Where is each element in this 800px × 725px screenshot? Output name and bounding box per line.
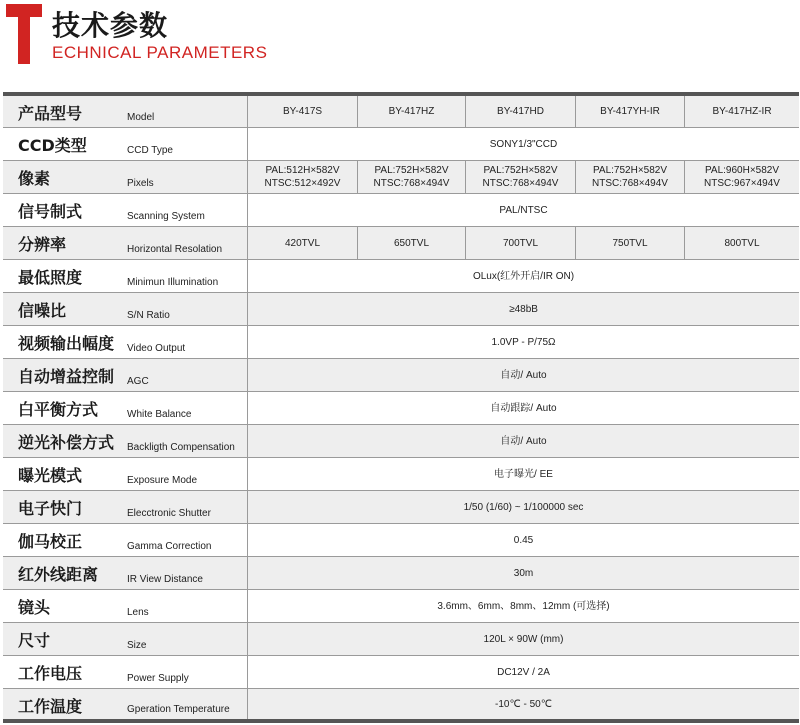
resolution-cell: 700TVL [466, 227, 576, 259]
spec-row-resolution [3, 227, 799, 260]
row-label-en: Lens [127, 607, 149, 618]
pixels-cell: PAL:752H×582V NTSC:768×494V [576, 161, 685, 193]
spec-value: 30m [513, 567, 534, 579]
spec-value: SONY1/3"CCD [489, 138, 558, 150]
spec-row-min-illumination [3, 260, 799, 293]
spec-row-video-output [3, 326, 799, 359]
row-label-cn: 产品型号 [18, 104, 83, 123]
row-label-en: Minimun Illumination [127, 277, 219, 288]
resolution-cell: 750TVL [576, 227, 685, 259]
spec-value: 3.6mm、6mm、8mm、12mm (可选择) [437, 600, 610, 612]
resolution-cell: 650TVL [358, 227, 466, 259]
spec-row-shutter [3, 491, 799, 524]
row-label-cn: 最低照度 [18, 268, 83, 287]
resolution-cell: 420TVL [248, 227, 358, 259]
row-label-en: Size [127, 640, 147, 651]
spec-value: 自动跟踪/ Auto [490, 402, 557, 414]
spec-row-scanning-system [3, 194, 799, 227]
row-label-en: CCD Type [127, 145, 173, 156]
spec-row-backlight [3, 425, 799, 458]
spec-row-sn-ratio [3, 293, 799, 326]
spec-row-agc [3, 359, 799, 392]
row-label-en: White Balance [127, 409, 192, 420]
spec-row-ir-distance [3, 557, 799, 590]
spec-row-size [3, 623, 799, 656]
page-title-en: ECHNICAL PARAMETERS [52, 43, 268, 62]
row-label-en: Exposure Mode [127, 475, 198, 486]
row-label-en: Scanning System [127, 211, 205, 222]
row-label-en: Pixels [127, 178, 154, 189]
row-label-en: IR View Distance [127, 574, 203, 585]
spec-value: 自动/ Auto [500, 435, 547, 447]
model-cell: BY-417YH-IR [576, 96, 685, 127]
pixels-cell: PAL:512H×582V NTSC:512×492V [248, 161, 358, 193]
row-label-cn: 逆光补偿方式 [18, 433, 115, 452]
row-label-en: S/N Ratio [127, 310, 170, 321]
spec-value: 电子曝光/ EE [494, 468, 553, 480]
model-cell: BY-417HZ-IR [712, 106, 772, 117]
model-cell: BY-417HZ [358, 96, 466, 127]
row-label-en: Elecctronic Shutter [127, 508, 211, 519]
spec-value: 自动/ Auto [500, 369, 547, 381]
spec-value: -10℃ - 50℃ [495, 698, 552, 710]
spec-row-exposure [3, 458, 799, 491]
row-label-cn: 伽马校正 [18, 532, 83, 551]
spec-row-power-supply [3, 656, 799, 689]
spec-row-operation-temperature [3, 689, 799, 719]
row-label-cn: 尺寸 [18, 631, 51, 650]
row-label-cn: 信噪比 [18, 301, 67, 320]
row-label-cn: 信号制式 [18, 202, 83, 221]
spec-table [3, 92, 799, 723]
row-label-en: Model [127, 112, 155, 123]
row-label-en: Gamma Correction [127, 541, 212, 552]
row-label-cn: 像素 [18, 169, 51, 188]
spec-row-model [3, 96, 799, 128]
row-label-en: Backligth Compensation [127, 442, 235, 453]
row-label-cn: 电子快门 [18, 499, 83, 518]
spec-value: 1/50 (1/60) ~ 1/100000 sec [463, 501, 584, 513]
row-label-cn: 工作电压 [18, 664, 83, 683]
resolution-cell: 800TVL [724, 237, 760, 249]
row-label-cn: 分辨率 [18, 235, 67, 254]
spec-value: PAL/NTSC [499, 204, 548, 216]
row-label-cn: CCD类型 [18, 136, 87, 155]
row-label-en: Video Output [127, 343, 186, 354]
spec-row-gamma [3, 524, 799, 557]
spec-row-pixels [3, 161, 799, 194]
pixels-cell: PAL:752H×582V NTSC:768×494V [358, 161, 466, 193]
spec-value: ≥48bB [509, 303, 538, 315]
row-label-cn: 视频输出幅度 [18, 334, 115, 353]
spec-row-white-balance [3, 392, 799, 425]
spec-row-lens [3, 590, 799, 623]
title-t-logo [6, 4, 42, 64]
page-header [0, 0, 800, 90]
spec-value: 0.45 [513, 534, 534, 546]
pixels-cell: PAL:752H×582V NTSC:768×494V [466, 161, 576, 193]
spec-value: 120L × 90W (mm) [483, 633, 564, 645]
model-cell: BY-417HD [466, 96, 576, 127]
row-label-en: Horizontal Resolation [127, 244, 223, 255]
row-label-en: AGC [127, 376, 149, 387]
row-label-cn: 镜头 [18, 598, 51, 617]
spec-value: 1.0VP - P/75Ω [491, 336, 556, 348]
row-label-cn: 自动增益控制 [18, 367, 115, 386]
row-label-cn: 红外线距离 [18, 565, 99, 584]
model-cell: BY-417S [248, 96, 358, 127]
spec-value: DC12V / 2A [497, 666, 550, 678]
row-label-cn: 工作温度 [18, 697, 83, 716]
spec-row-ccd-type [3, 128, 799, 161]
page-title-cn: 技术参数 [52, 9, 169, 42]
row-label-cn: 曝光模式 [18, 466, 83, 485]
row-label-cn: 白平衡方式 [18, 400, 99, 419]
pixels-cell: PAL:960H×582V NTSC:967×494V [704, 165, 780, 189]
row-label-en: Gperation Temperature [127, 704, 230, 715]
row-label-en: Power Supply [127, 673, 189, 684]
spec-value: OLux(红外开启/IR ON) [472, 270, 575, 282]
